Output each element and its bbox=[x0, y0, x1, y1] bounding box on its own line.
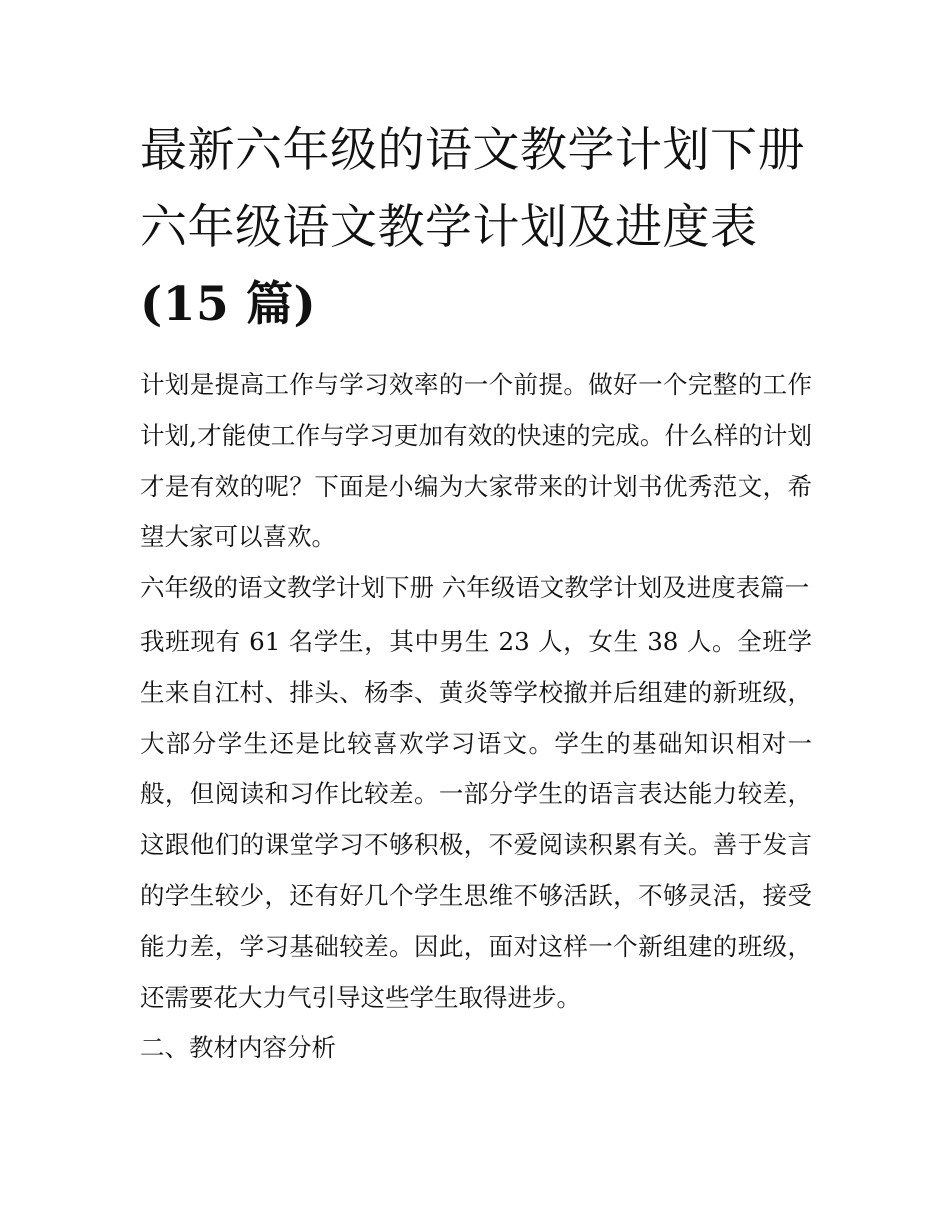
intro-paragraph: 计划是提高工作与学习效率的一个前提。做好一个完整的工作计划,才能使工作与学习更加有效的快速的完成。什么样的计划才是有效的呢？下面是小编为大家带来的计划书优秀范文，希望大家可以喜欢。 bbox=[140, 370, 812, 552]
document-content bbox=[140, 112, 812, 1074]
section-heading: 二、教材内容分析 bbox=[140, 1033, 336, 1063]
body-paragraph: 我班现有 61 名学生，其中男生 23 人，女生 38 人。全班学生来自江村、排头、杨李、黄炎等学校撤并后组建的新班级，大部分学生还是比较喜欢学习语文。学生的基础知识相对一般，但阅读和习作比较差。一部分学生的语言表达能力较差，这跟他们的课堂学习不够积极，不爱阅读积累有关。善于发言的学生较少，还有好几个学生思维不够活跃，不够灵活，接受能力差，学习基础较差。因此，面对这样一个新组建的班级，还需要花大力气引导这些学生取得进步。 bbox=[140, 626, 812, 1012]
document-title bbox=[140, 112, 812, 343]
title-main: 最新六年级的语文教学计划下册 六年级语文教学计划及进度表 bbox=[140, 123, 805, 255]
title-count: (15 篇) bbox=[140, 277, 317, 332]
section-subtitle: 六年级的语文教学计划下册 六年级语文教学计划及进度表篇一 bbox=[140, 573, 810, 603]
